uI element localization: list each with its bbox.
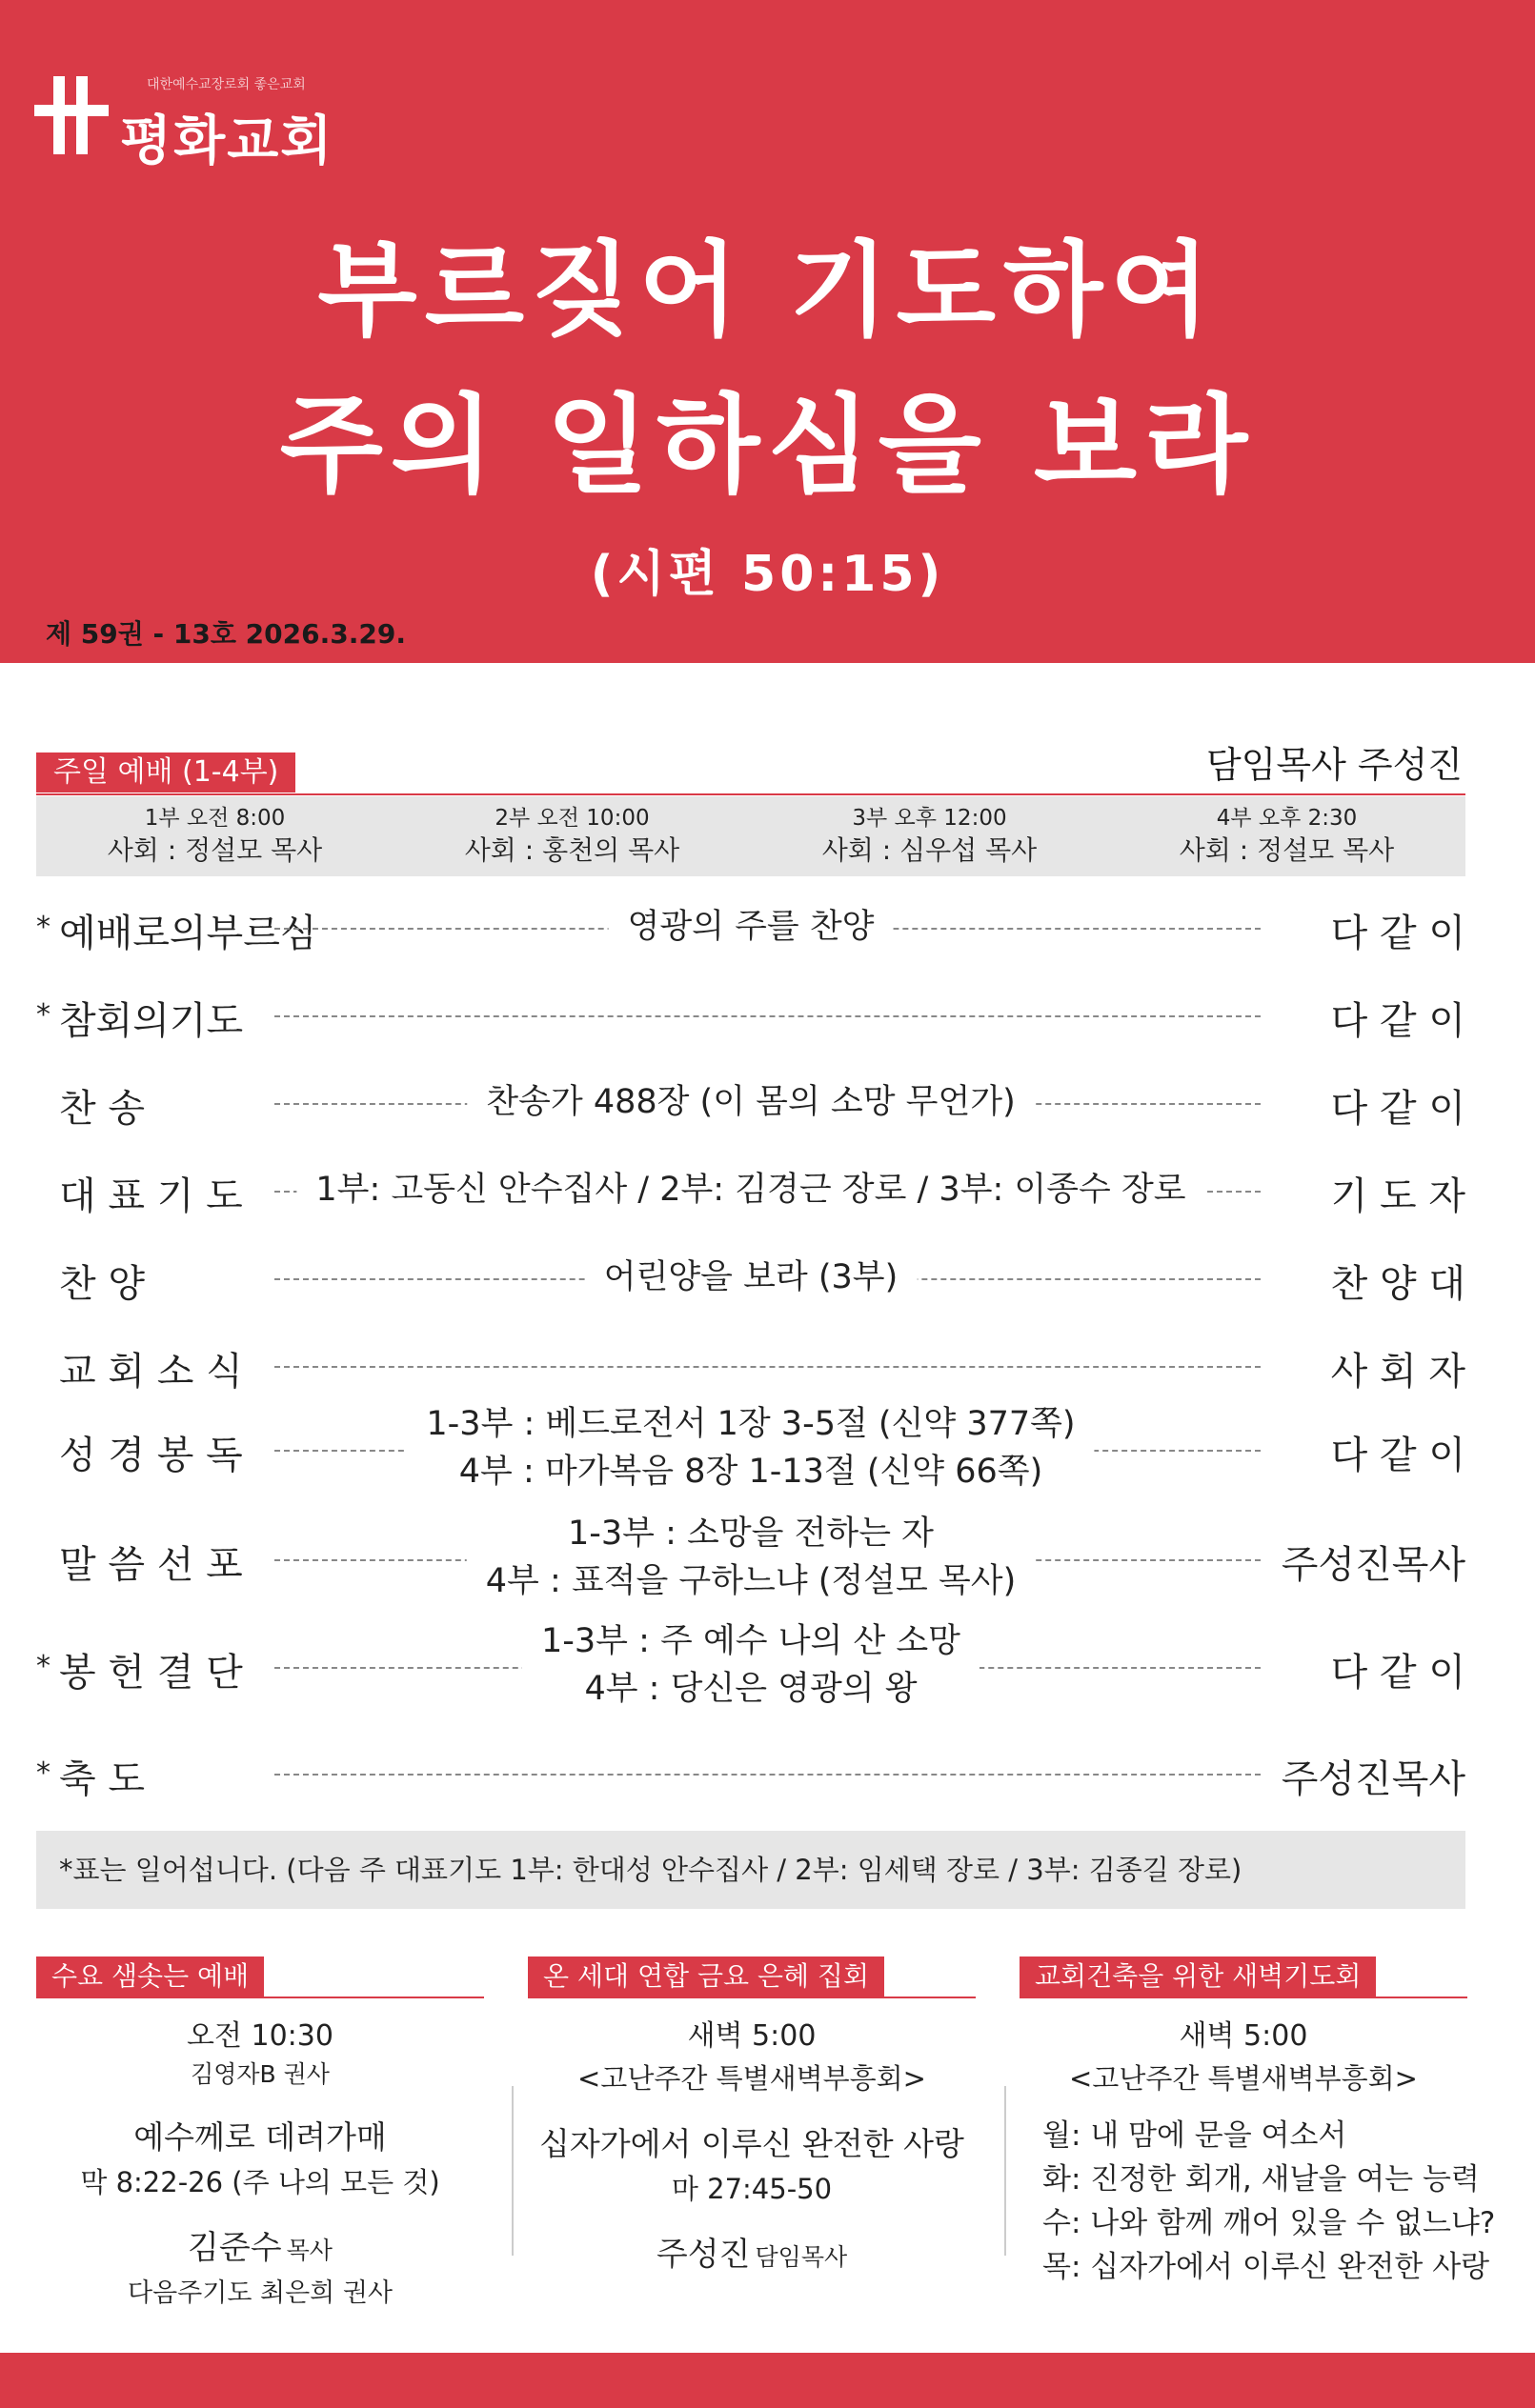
order-content: 어린양을 보라 (3부) xyxy=(585,1254,918,1301)
list-item: 목: 십자가에서 이루신 완전한 사랑 xyxy=(1042,2250,1490,2284)
service-subtitle: <고난주간 특별새벽부흥회> xyxy=(1069,2062,1418,2095)
order-label: 봉 헌 결 단 xyxy=(59,1651,243,1695)
order-label: 말 씀 선 포 xyxy=(59,1543,243,1587)
cross-icon xyxy=(34,76,109,154)
order-leader: 사 회 자 xyxy=(1330,1350,1465,1394)
order-label: 대 표 기 도 xyxy=(59,1174,243,1218)
preacher xyxy=(528,2228,976,2275)
service-leader: 김영자B 권사 xyxy=(191,2060,330,2088)
order-row xyxy=(36,1252,1465,1305)
order-label: 참회의기도 xyxy=(59,999,244,1043)
standing-mark: * xyxy=(36,1756,50,1790)
service-time: 1부 오전 8:00 xyxy=(144,806,286,831)
order-row xyxy=(36,901,1465,954)
service-4 xyxy=(1108,796,1465,876)
order-content: 영광의 주를 찬양 xyxy=(609,903,894,951)
standing-mark: * xyxy=(36,1650,50,1683)
order-row xyxy=(36,1164,1465,1217)
order-label: 축 도 xyxy=(59,1757,145,1801)
issue-info: 제 59권 - 13호 2026.3.29. xyxy=(46,618,406,650)
order-leader: 다 같 이 xyxy=(1330,999,1465,1043)
order-row xyxy=(36,1400,1465,1499)
section-tag: 교회건축을 위한 새벽기도회 xyxy=(1020,1956,1376,1997)
leader-dots xyxy=(274,1774,1261,1776)
daily-topics xyxy=(1020,2114,1496,2289)
friday-service xyxy=(528,1956,976,2275)
header-banner xyxy=(0,0,1535,663)
order-content: 1부: 고동신 안수집사 / 2부: 김경근 장로 / 3부: 이종수 장로 xyxy=(296,1166,1204,1214)
footer-bar xyxy=(0,2353,1535,2408)
list-item: 월: 내 맘에 문을 여소서 xyxy=(1042,2118,1347,2153)
order-leader: 기 도 자 xyxy=(1330,1174,1465,1218)
order-leader: 찬 양 대 xyxy=(1330,1262,1465,1306)
standing-mark: * xyxy=(36,911,50,944)
sermon-title: 예수께로 데려가매 xyxy=(133,2118,387,2156)
order-leader: 다 같 이 xyxy=(1330,912,1465,955)
order-content: 찬송가 488장 (이 몸의 소망 무언가) xyxy=(467,1078,1034,1126)
service-time: 새벽 5:00 xyxy=(1179,2019,1308,2053)
title-reference: (시편 50:15) xyxy=(590,546,945,603)
order-content xyxy=(522,1617,980,1713)
order-content-line: 4부 : 마가복음 8장 1-13절 (신약 66쪽) xyxy=(458,1453,1043,1491)
order-label: 찬 송 xyxy=(59,1087,145,1131)
order-row xyxy=(36,989,1465,1042)
leader-dots xyxy=(274,1015,1261,1017)
preacher xyxy=(36,2221,484,2268)
section-tag: 온 세대 연합 금요 은혜 집회 xyxy=(528,1956,884,1997)
order-content xyxy=(467,1510,1036,1605)
preacher-name: 김준수 xyxy=(188,2229,282,2267)
service-host: 사회 : 정설모 목사 xyxy=(1179,834,1395,866)
order-label: 찬 양 xyxy=(59,1262,145,1306)
order-leader: 주성진목사 xyxy=(1281,1543,1465,1587)
service-host: 사회 : 홍천의 목사 xyxy=(464,834,680,866)
preacher-name: 주성진 xyxy=(656,2236,751,2274)
divider xyxy=(1020,1997,1467,1998)
standing-mark: * xyxy=(36,998,50,1032)
order-row xyxy=(36,1617,1465,1716)
preacher-title: 목사 xyxy=(286,2237,333,2264)
service-host: 사회 : 심우섭 목사 xyxy=(821,834,1038,866)
title-line-1: 부르짖어 기도하여 xyxy=(317,231,1218,351)
service-times xyxy=(36,796,1465,876)
dawn-prayer xyxy=(1020,1956,1496,2289)
service-1 xyxy=(36,796,394,876)
section-tag: 수요 샘솟는 예배 xyxy=(36,1956,264,1997)
order-row xyxy=(36,1747,1465,1800)
order-leader: 다 같 이 xyxy=(1330,1651,1465,1695)
order-leader: 주성진목사 xyxy=(1281,1757,1465,1801)
order-content xyxy=(407,1400,1094,1495)
order-content-line: 1-3부 : 베드로전서 1장 3-5절 (신약 377쪽) xyxy=(426,1405,1076,1443)
service-time: 오전 10:30 xyxy=(187,2019,333,2053)
divider xyxy=(36,1997,484,1998)
order-label: 교 회 소 식 xyxy=(59,1350,243,1394)
church-name: 평화교회 xyxy=(120,110,334,172)
divider xyxy=(528,1997,976,1998)
order-label: 예배로의부르심 xyxy=(59,912,317,955)
service-time: 2부 오전 10:00 xyxy=(495,806,650,831)
order-content-line: 1-3부 : 주 예수 나의 산 소망 xyxy=(540,1622,961,1660)
order-leader: 다 같 이 xyxy=(1330,1087,1465,1131)
church-logo xyxy=(34,57,358,171)
senior-pastor: 담임목사 주성진 xyxy=(1205,744,1463,786)
service-time: 3부 오후 12:00 xyxy=(852,806,1007,831)
column-divider xyxy=(512,2086,514,2256)
order-row xyxy=(36,1339,1465,1393)
denomination-label: 대한예수교장로회 좋은교회 xyxy=(147,77,306,92)
order-content-line: 4부 : 당신은 영광의 왕 xyxy=(584,1670,918,1708)
service-time: 새벽 5:00 xyxy=(687,2019,817,2053)
wednesday-service xyxy=(36,1956,484,2309)
order-leader: 다 같 이 xyxy=(1330,1434,1465,1477)
leader-dots xyxy=(274,1366,1261,1368)
order-content-line: 1-3부 : 소망을 전하는 자 xyxy=(568,1515,934,1553)
standing-note: *표는 일어섭니다. (다음 주 대표기도 1부: 한대성 안수집사 / 2부: 임세택 장로 / 3부: 김종길 장로) xyxy=(36,1831,1465,1909)
order-row xyxy=(36,1076,1465,1130)
service-2 xyxy=(394,796,751,876)
order-row xyxy=(36,1510,1465,1609)
order-label: 성 경 봉 독 xyxy=(59,1434,243,1477)
scripture: 막 8:22-26 (주 나의 모든 것) xyxy=(80,2166,440,2198)
divider xyxy=(36,793,1465,795)
preacher-title: 담임목사 xyxy=(755,2243,848,2271)
service-3 xyxy=(751,796,1108,876)
service-time: 4부 오후 2:30 xyxy=(1216,806,1358,831)
order-content-line: 4부 : 표적을 구하느냐 (정설모 목사) xyxy=(485,1562,1017,1600)
sermon-title: 십자가에서 이루신 완전한 사랑 xyxy=(539,2125,964,2162)
service-host: 사회 : 정설모 목사 xyxy=(107,834,323,866)
worship-tag: 주일 예배 (1-4부) xyxy=(36,752,295,793)
next-prayer: 다음주기도 최은희 권사 xyxy=(128,2278,393,2308)
title-line-2: 주의 일하심을 보라 xyxy=(279,384,1256,508)
column-divider xyxy=(1004,2086,1006,2256)
list-item: 화: 진정한 회개, 새날을 여는 능력 xyxy=(1042,2162,1480,2197)
scripture: 마 27:45-50 xyxy=(671,2173,833,2205)
list-item: 수: 나와 함께 깨어 있을 수 없느냐? xyxy=(1042,2206,1496,2240)
service-subtitle: <고난주간 특별새벽부흥회> xyxy=(577,2062,926,2095)
